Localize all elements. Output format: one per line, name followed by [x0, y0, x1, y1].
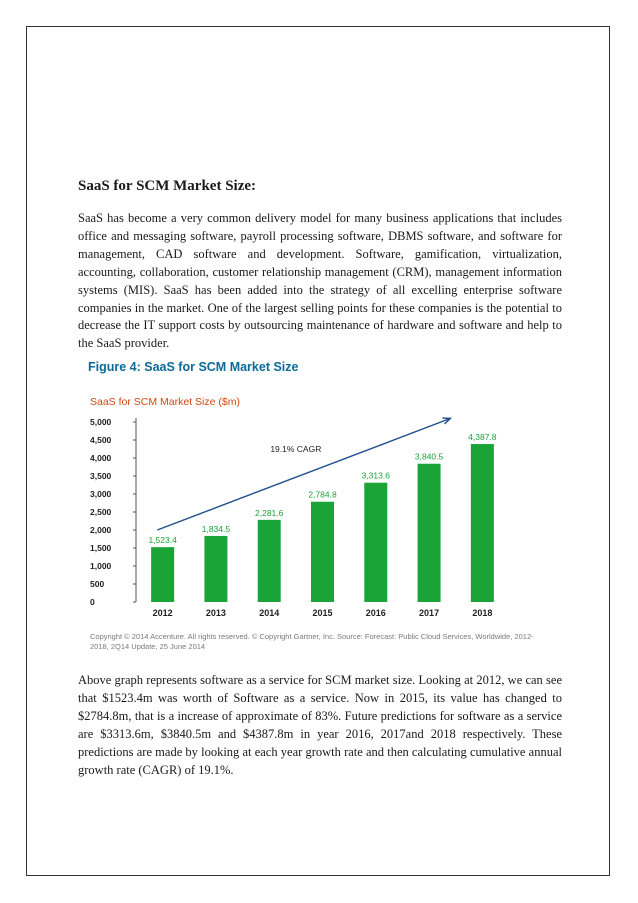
y-tick-label: 1,500	[90, 543, 112, 553]
y-tick-label: 5,000	[90, 417, 112, 427]
analysis-paragraph: Above graph represents software as a service for SCM market size. Looking at 2012, we can see that $1523.4m was worth of Software as a service. Now in 2015, its value has changed to $2784.8m, that is a increase of approximate of 83%. Future predictions for software as a service are $3313.6m, $3840.5m and $4387.8m in year 2016, 2017and 2018 respectively. These predictions are made by looking at each year growth rate and then calculating cumulative annual growth rate (CAGR) of 19.1%.	[78, 673, 562, 777]
y-tick-label: 3,500	[90, 471, 112, 481]
intro-paragraph: SaaS has become a very common delivery model for many business applications that includes office and messaging software, payroll processing software, DBMS software, and software for management, CAD software and development. Software, gamification, virtualization, accounting, collaboration, customer relationship management (CRM), management information systems (MIS). SaaS has been added into the strategy of all excelling enterprise software companies in the market. One of the largest selling points for these companies is the potential to decrease the IT support costs by outsourcing maintenance of hardware and software and help to the SaaS provider.	[78, 211, 562, 351]
bar-value-label: 1,834.5	[201, 523, 231, 534]
bar-value-label: 2,784.8	[308, 489, 337, 500]
figure-copyright: Copyright © 2014 Accenture. All rights reserved. © Copyright Gartner, Inc. Source: Forecast: Public Cloud Services, Worldwide, 2012-2018, 2Q14 Update, 25 June 2014	[90, 632, 534, 651]
y-tick-label: 2,000	[90, 525, 112, 535]
bar-2012	[151, 547, 174, 602]
bar-chart	[84, 412, 514, 622]
bar-2016	[364, 483, 387, 602]
y-tick-label: 4,000	[90, 453, 112, 463]
x-tick-label: 2017	[419, 608, 440, 618]
bar-value-label: 4,387.8	[468, 432, 497, 443]
figure-title: Figure 4: SaaS for SCM Market Size	[88, 360, 299, 374]
chart-title: SaaS for SCM Market Size ($m)	[90, 396, 240, 408]
cagr-arrow-line	[157, 418, 450, 530]
x-tick-label: 2016	[365, 608, 386, 618]
x-tick-label: 2013	[205, 608, 226, 618]
y-tick-label: 500	[90, 579, 105, 589]
bar-value-label: 3,313.6	[361, 470, 390, 481]
y-tick-label: 1,000	[90, 561, 112, 571]
x-tick-label: 2015	[312, 608, 333, 618]
bar-value-label: 2,281.6	[255, 507, 284, 518]
x-tick-label: 2018	[472, 608, 493, 618]
bar-2015	[311, 502, 334, 602]
bar-value-label: 1,523.4	[148, 535, 177, 546]
y-tick-label: 3,000	[90, 489, 112, 499]
cagr-annotation: 19.1% CAGR	[270, 443, 322, 454]
y-tick-label: 2,500	[90, 507, 112, 517]
bar-value-label: 3,840.5	[414, 451, 444, 462]
bar-2018	[471, 444, 494, 602]
x-tick-label: 2012	[152, 608, 173, 618]
bar-2017	[418, 464, 441, 602]
y-tick-label: 4,500	[90, 435, 112, 445]
y-tick-label: 0	[90, 597, 95, 607]
section-heading: SaaS for SCM Market Size:	[78, 178, 257, 194]
bar-2013	[204, 536, 227, 602]
x-tick-label: 2014	[259, 608, 280, 618]
bar-2014	[258, 520, 281, 602]
